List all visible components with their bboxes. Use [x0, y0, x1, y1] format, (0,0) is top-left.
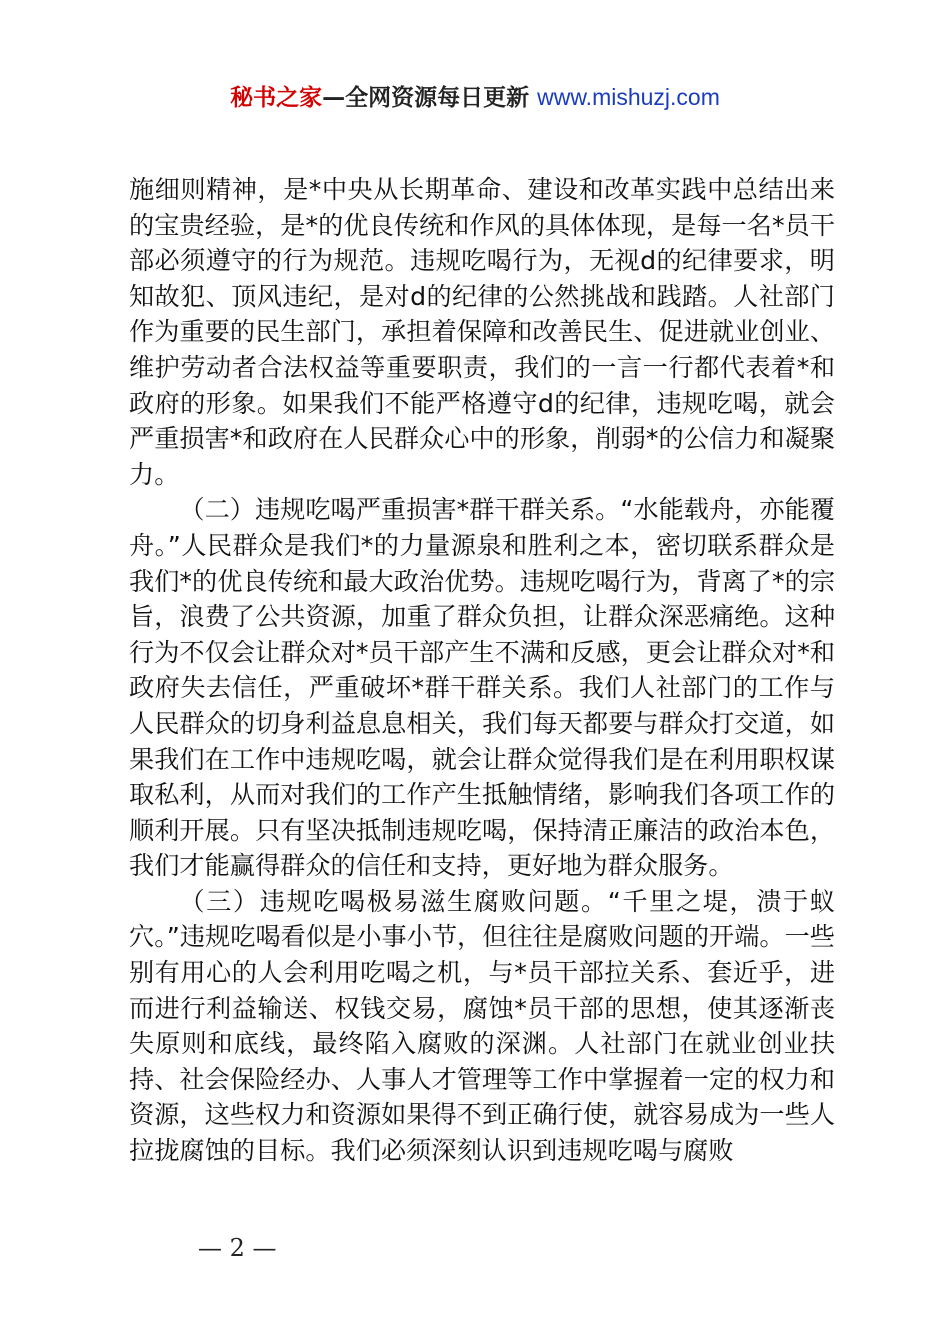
paragraph-1: 施细则精神，是*中央从长期革命、建设和改革实践中总结出来的宝贵经验，是*的优良传统和作风的具体体现，是每一名*员干部必须遵守的行为规范。违规吃喝行为，无视d的纪律要求，明知故犯、顶风违纪，是对d的纪律的公然挑战和践踏。人社部门作为重要的民生部门，承担着保障和改善民生、促进就业创业、维护劳动者合法权益等重要职责，我们的一言一行都代表着*和政府的形象。如果我们不能严格遵守d的纪律，违规吃喝，就会严重损害*和政府在人民群众心中的形象，削弱*的公信力和凝聚力。: [129, 175, 835, 489]
site-brand: 秘书之家: [230, 85, 323, 111]
paragraph-3: （三）违规吃喝极易滋生腐败问题。“千里之堤，溃于蚁穴。”违规吃喝看似是小事小节，但往往是腐败问题的开端。一些别有用心的人会利用吃喝之机，与*员干部拉关系、套近乎，进而进行利益输送、权钱交易，腐蚀*员干部的思想，使其逐渐丧失原则和底线，最终陷入腐败的深渊。人社部门在就业创业扶持、社会保险经办、人事人才管理等工作中掌握着一定的权力和资源，这些权力和资源如果得不到正确行使，就容易成为一些人拉拢腐蚀的目标。我们必须深刻认识到违规吃喝与腐败: [129, 886, 835, 1166]
site-url[interactable]: www.mishuzj.com: [537, 84, 720, 110]
site-header: [0, 82, 950, 113]
page-number: — 2 —: [198, 1234, 277, 1262]
paragraph-2: （二）违规吃喝严重损害*群干群关系。“水能载舟，亦能覆舟。”人民群众是我们*的力量源泉和胜利之本，密切联系群众是我们*的优良传统和最大政治优势。违规吃喝行为，背离了*的宗旨，浪费了公共资源，加重了群众负担，让群众深恶痛绝。这种行为不仅会让群众对*员干部产生不满和反感，更会让群众对*和政府失去信任，严重破坏*群干群关系。我们人社部门的工作与人民群众的切身利益息息相关，我们每天都要与群众打交道，如果我们在工作中违规吃喝，就会让群众觉得我们是在利用职权谋取私利，从而对我们的工作产生抵触情绪，影响我们各项工作的顺利开展。只有坚决抵制违规吃喝，保持清正廉洁的政治本色，我们才能赢得群众的信任和支持，更好地为群众服务。: [129, 495, 835, 881]
document-body: [129, 172, 835, 1169]
site-slogan: —全网资源每日更新: [322, 85, 530, 111]
